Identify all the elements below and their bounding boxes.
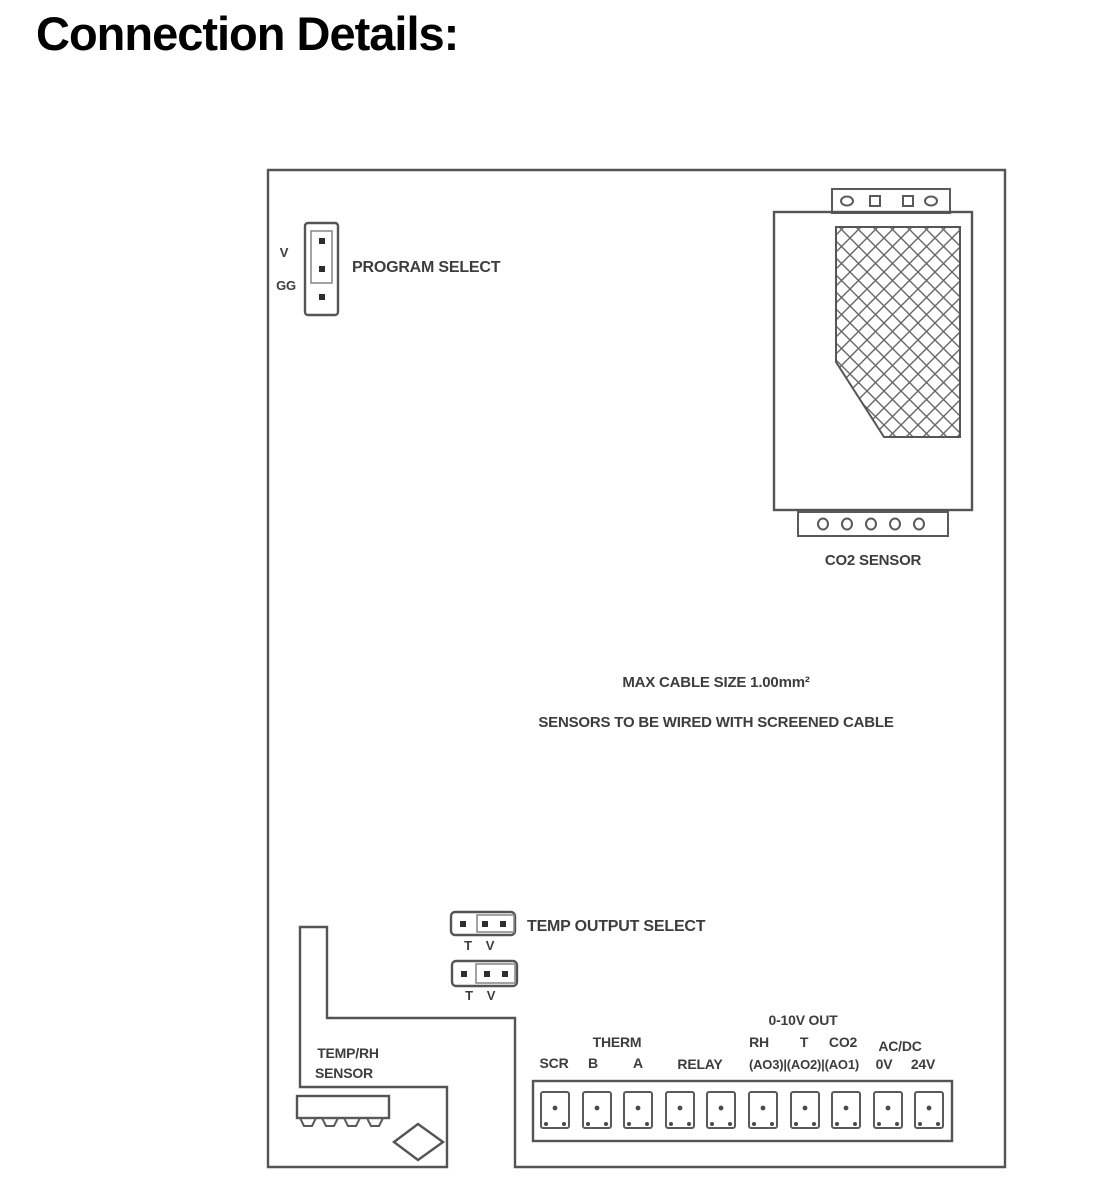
co2-bottom-hole — [914, 519, 924, 530]
label-therm: THERM — [592, 1034, 642, 1050]
label-0-10v-out: 0-10V OUT — [768, 1012, 838, 1028]
label-b: B — [588, 1055, 598, 1071]
jumper-pin — [484, 971, 490, 977]
jumper-pin — [460, 921, 466, 927]
co2-sensor-label: CO2 SENSOR — [824, 552, 922, 569]
co2-top-hole — [925, 197, 937, 206]
co2-sensor — [774, 189, 972, 569]
terminal-co2-ao1 — [832, 1092, 860, 1128]
jumper-pin — [319, 238, 325, 244]
co2-bottom-hole — [890, 519, 900, 530]
label-0v: 0V — [875, 1056, 893, 1072]
jumper-pin — [461, 971, 467, 977]
jumper1-pin-v-label: V — [485, 938, 495, 953]
terminal-t-ao2 — [791, 1092, 819, 1128]
jumper2-pin-t-label: T — [465, 988, 473, 1003]
terminal-block-body — [533, 1081, 952, 1141]
co2-bottom-hole — [818, 519, 828, 530]
jumper1-pin-t-label: T — [464, 938, 472, 953]
label-relay: RELAY — [677, 1056, 723, 1072]
jumper-pin — [319, 294, 325, 300]
co2-top-hole — [870, 196, 880, 206]
terminal-scr — [541, 1092, 569, 1128]
terminal-0v — [874, 1092, 902, 1128]
label-scr: SCR — [539, 1055, 569, 1071]
program-select-jumper — [276, 223, 501, 315]
label-co2: CO2 — [828, 1034, 858, 1050]
jumper-pin — [482, 921, 488, 927]
temp-output-select-label: TEMP OUTPUT SELECT — [527, 918, 706, 935]
terminal-therm-a — [624, 1092, 652, 1128]
temp-rh-label-line2: SENSOR — [315, 1065, 373, 1081]
label-ao-codes: (AO3)|(AO2)|(AO1) — [748, 1057, 860, 1072]
terminal-rh-ao3 — [749, 1092, 777, 1128]
temp-rh-sensor — [297, 1045, 443, 1160]
temp-rh-label-line1: TEMP/RH — [317, 1045, 379, 1061]
jumper-cap — [476, 964, 515, 983]
program-select-pin-v-label: V — [279, 245, 289, 260]
temp-output-select — [451, 912, 706, 1003]
label-t: T — [799, 1034, 809, 1050]
terminal-24v — [915, 1092, 943, 1128]
jumper-pin — [319, 266, 325, 272]
jumper-pin — [502, 971, 508, 977]
co2-top-hole — [841, 197, 853, 206]
note-max-cable-size: MAX CABLE SIZE 1.00mm² — [622, 674, 810, 691]
co2-sensor-mesh — [836, 227, 960, 437]
label-relay-therm-a: A — [633, 1055, 643, 1071]
mounting-diamond — [394, 1124, 443, 1160]
jumper-pin — [500, 921, 506, 927]
terminal-relay-2 — [707, 1092, 735, 1128]
label-acdc: AC/DC — [878, 1038, 922, 1054]
wiring-notes — [538, 674, 893, 731]
temp-rh-connector — [297, 1096, 389, 1118]
co2-bottom-hole — [866, 519, 876, 530]
note-screened-cable: SENSORS TO BE WIRED WITH SCREENED CABLE — [538, 714, 894, 731]
terminal-therm-b — [583, 1092, 611, 1128]
co2-top-hole — [903, 196, 913, 206]
terminal-relay-1 — [666, 1092, 694, 1128]
label-24v: 24V — [910, 1056, 936, 1072]
jumper2-pin-v-label: V — [486, 988, 496, 1003]
program-select-pin-gg-label: GG — [276, 278, 296, 293]
program-select-label: PROGRAM SELECT — [352, 259, 501, 276]
terminal-block — [533, 1012, 952, 1141]
page-title: Connection Details: — [36, 7, 459, 60]
co2-bottom-hole — [842, 519, 852, 530]
label-rh: RH — [749, 1034, 769, 1050]
